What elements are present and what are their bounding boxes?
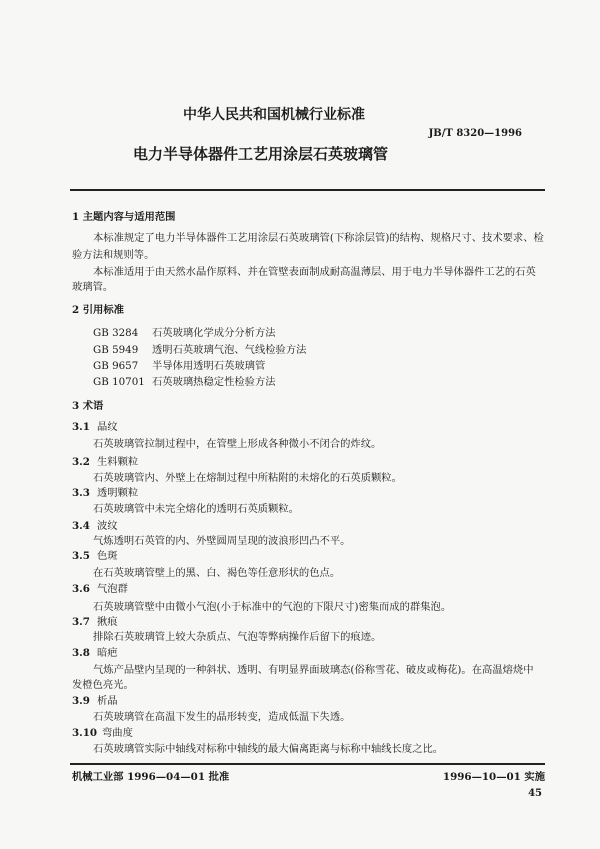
sec1-line: 玻璃管。 — [72, 281, 114, 293]
term-number: 3.9 — [72, 695, 90, 707]
term-name: 生料颗粒 — [97, 456, 139, 468]
term-number: 3.2 — [72, 456, 90, 468]
ref-code: GB 3284 — [93, 327, 139, 339]
term-definition: 石英玻璃管实际中轴线对标称中轴线的最大偏离距离与标称中轴线长度之比。 — [93, 743, 444, 755]
term-definition: 石英玻璃管在高温下发生的晶形转变，造成低温下失透。 — [93, 711, 351, 723]
term-number: 3.8 — [72, 647, 90, 659]
term-name: 揪痕 — [97, 616, 118, 628]
section-2-heading: 2 引用标准 — [72, 304, 124, 316]
footer-rule — [70, 763, 545, 765]
ref-title: 半导体用透明石英玻璃管 — [152, 360, 266, 372]
term-definition: 石英玻璃管内、外壁上在熔制过程中所粘附的未熔化的石英质颗粒。 — [93, 472, 402, 484]
section-1-heading: 1 主题内容与适用范围 — [72, 211, 176, 223]
term-number: 3.3 — [72, 487, 90, 499]
ref-code: GB 9657 — [93, 360, 139, 372]
term-name: 透明颗粒 — [97, 487, 139, 499]
ref-title: 透明石英玻璃气泡、气线检验方法 — [152, 344, 307, 356]
term-number: 3.5 — [72, 550, 90, 562]
term-name: 波纹 — [97, 520, 118, 532]
issuing-body: 中华人民共和国机械行业标准 — [183, 107, 365, 123]
term-definition: 在石英玻璃管壁上的黑、白、褐色等任意形状的色点。 — [93, 567, 341, 579]
document-title: 电力半导体器件工艺用涂层石英玻璃管 — [133, 145, 389, 163]
term-number: 3.1 — [72, 421, 90, 433]
term-definition: 气炼透明石英管的内、外壁圆周呈现的波浪形凹凸不平。 — [93, 535, 351, 547]
ref-title: 石英玻璃热稳定性检验方法 — [152, 376, 276, 388]
term-name: 弯曲度 — [102, 727, 133, 739]
ref-title: 石英玻璃化学成分分析方法 — [152, 327, 276, 339]
page-number: 45 — [528, 788, 542, 799]
term-name: 析晶 — [97, 695, 118, 707]
term-name: 暗疤 — [97, 647, 118, 659]
term-definition: 石英玻璃管中未完全熔化的透明石英质颗粒。 — [93, 503, 299, 515]
sec1-line: 本标准规定了电力半导体器件工艺用涂层石英玻璃管(下称涂层管)的结构、规格尺寸、技术要求、检 — [93, 232, 544, 244]
term-name: 晶纹 — [97, 421, 118, 433]
ref-code: GB 10701 — [93, 376, 145, 388]
header-rule — [70, 189, 545, 191]
term-definition: 排除石英玻璃管上较大杂质点、气泡等弊病操作后留下的痕迹。 — [93, 631, 382, 643]
sec1-line: 本标准适用于由天然水晶作原料、并在管壁表面制成耐高温薄层、用于电力半导体器件工艺的石英 — [93, 266, 536, 278]
term-name: 气泡群 — [97, 583, 128, 595]
term-number: 3.10 — [72, 727, 98, 739]
effective-date: 1996—10—01 实施 — [442, 771, 545, 783]
standard-code: JB/T 8320—1996 — [428, 128, 522, 139]
sec1-line: 验方法和规则等。 — [72, 249, 155, 261]
section-3-heading: 3 术语 — [72, 400, 104, 412]
ref-code: GB 5949 — [93, 344, 139, 356]
term-number: 3.7 — [72, 616, 90, 628]
term-number: 3.6 — [72, 583, 90, 595]
term-definition: 石英玻璃管拉制过程中，在管壁上形成各种微小不闭合的炸纹。 — [93, 438, 382, 450]
approval-date: 机械工业部 1996—04—01 批准 — [72, 771, 230, 783]
term-definition: 发橙色亮光。 — [72, 679, 134, 691]
term-definition: 气炼产品壁内呈现的一种斜状、透明、有明显界面玻璃态(俗称雪花、破皮或梅花)。在高温熔烧中 — [93, 664, 534, 676]
term-number: 3.4 — [72, 520, 90, 532]
term-definition: 石英玻璃管壁中由微小气泡(小于标准中的气泡的下限尺寸)密集而成的群集泡。 — [93, 601, 452, 613]
term-name: 色斑 — [97, 550, 118, 562]
